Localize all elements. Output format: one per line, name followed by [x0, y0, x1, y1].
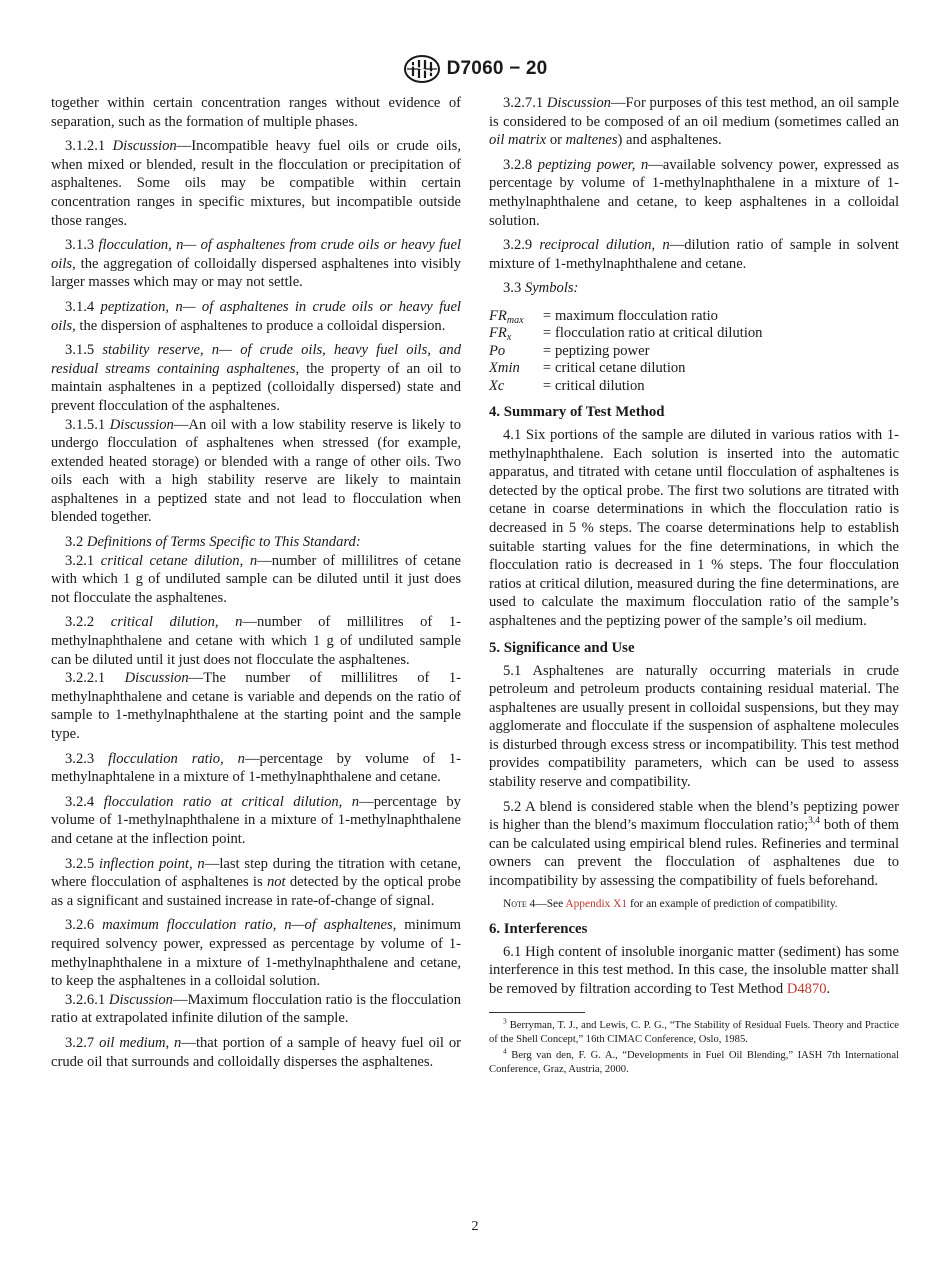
- symbol-definition: critical dilution: [555, 377, 645, 394]
- symbol-row: Po = peptizing power: [489, 342, 650, 359]
- clause-3-2-4: 3.2.4 flocculation ratio at critical dilution, n—percentage by volume of 1-methylnaphthalene in a mixture of 1-methylnaphthalene and cetane at the inflection point.: [51, 793, 461, 847]
- clause-3-2-7-1: 3.2.7.1 Discussion—For purposes of this test method, an oil sample is considered to be composed of an oil medium (sometimes called an oil matrix or maltenes) and asphaltenes.: [489, 95, 899, 149]
- symbol-name: $FR_{max}$: [489, 307, 524, 326]
- symbol-definition: peptizing power: [555, 342, 650, 359]
- symbol-name: $FR_x$: [489, 325, 512, 344]
- symbol-definition: critical cetane dilution: [555, 360, 686, 377]
- clause-3-2-6: 3.2.6 maximum flocculation ratio, n—of asphaltenes, minimum required solvency power, expressed as percentage by volume of 1-methylnaphthalene in a mixture of 1-methylnaphthalene and cetane, to keep the asphaltenes in a colloidal solution.: [51, 917, 461, 990]
- clause-3-1-5: 3.1.5 stability reserve, n— of crude oils, heavy fuel oils, and residual streams containing asphaltenes, the property of an oil to maintain asphaltenes in a peptized (colloidally dispersed) state and prevent flocculation of the asphaltenes.: [51, 342, 462, 414]
- left-column: [51, 94, 461, 1077]
- section-heading-5: 5. Significance and Use: [489, 639, 635, 656]
- clause-6-1: 6.1 High content of insoluble inorganic matter (sediment) has some interference in this test method. In this case, the insoluble matter shall be removed by filtration according to Test Method D4870.: [489, 943, 899, 997]
- clause-3-2-5: 3.2.5 inflection point, n—last step during the titration with cetane, where flocculation of asphaltenes is not detected by the optical probe as a significant and sustained increase in rate-of-change of signal.: [51, 855, 461, 909]
- section-heading-6: 6. Interferences: [489, 920, 588, 937]
- footnote-3: $^3$ Berryman, T. J., and Lewis, C. P. G., “The Stability of Residual Fuels. Theory and Practice of the Shell Concept,” 16th CIMAC Conference, Oslo, 1985.: [489, 1016, 899, 1046]
- clause-3-2-2: 3.2.2 critical dilution, n—number of millilitres of 1-methylnaphthalene and cetane with which 1 g of undiluted sample can be diluted until it just does not flocculate the asphaltenes.: [51, 614, 461, 668]
- appendix-x1-link[interactable]: Appendix X1: [565, 897, 628, 910]
- clause-5-1: 5.1 Asphaltenes are naturally occurring materials in crude petroleum and petroleum products containing residual material. The asphaltenes are usually present in colloidal suspensions, but they may agglomerate and flocculate if the suspension of asphaltene molecules is disturbed through excess stress or incompatibility. This test method provides compatibility parameters, which can be used to assess stability reserve and compatibility.: [489, 662, 899, 791]
- symbol-name: Xmin: [489, 360, 520, 377]
- clause-3-2-3: 3.2.3 flocculation ratio, n—percentage by volume of 1-methylnaphtalene in a mixture of 1-methylnaphthalene and cetane.: [51, 750, 461, 786]
- clause-3-2-8: 3.2.8 peptizing power, n—available solvency power, expressed as percentage by volume of 1-methylnaphthalene in a mixture of 1-methylnaphthalene and cetane, to keep asphaltenes in a colloidal solution.: [489, 156, 899, 229]
- footnote-reference[interactable]: 3,4: [808, 816, 821, 827]
- clause-3-2-2-1: 3.2.2.1 Discussion—The number of millilitres of 1-methylnaphthalene and cetane is variable and depends on the ratio of sample to 1-methylnaphthalene at the starting point and the sample type.: [51, 670, 461, 742]
- symbol-row: $FR_x$ = flocculation ratio at critical dilution: [489, 325, 763, 344]
- paragraph-continuation: together within certain concentration ranges without evidence of separation, such as the formation of multiple phases.: [51, 95, 461, 130]
- footnote-4: $^4$ Berg van den, F. G. A., “Developments in Fuel Oil Blending,” IASH 7th International Conference, Graz, Austria, 2000.: [489, 1046, 899, 1076]
- clause-3-3: 3.3 Symbols:: [503, 280, 579, 297]
- symbol-name: Po: [489, 342, 506, 359]
- clause-3-2-1: 3.2.1 critical cetane dilution, n—number of millilitres of cetane with which 1 g of undiluted sample can be diluted until it just does not flocculate the asphaltenes.: [51, 552, 461, 606]
- clause-3-2-7: 3.2.7 oil medium, n—that portion of a sample of heavy fuel oil or crude oil that surrounds and colloidally disperses the asphaltenes.: [51, 1034, 461, 1070]
- symbol-row: Xmin = critical cetane dilution: [489, 360, 686, 377]
- clause-3-1-4: 3.1.4 peptization, n— of asphaltenes in crude oils or heavy fuel oils, the dispersion of asphaltenes to produce a colloidal dispersion.: [51, 298, 461, 334]
- symbol-name: Xc: [489, 377, 505, 394]
- page-header: [0, 54, 950, 84]
- clause-3-2-9: 3.2.9 reciprocal dilution, n—dilution ratio of sample in solvent mixture of 1-methylnaphthalene and cetane.: [489, 237, 899, 272]
- clause-3-2: 3.2 Definitions of Terms Specific to This Standard:: [65, 534, 361, 551]
- symbol-row: $FR_{max}$ = maximum flocculation ratio: [489, 307, 718, 326]
- symbol-definition: flocculation ratio at critical dilution: [555, 325, 763, 342]
- standard-designation: D7060 − 20: [446, 58, 548, 79]
- clause-3-1-2-1: 3.1.2.1 Discussion—Incompatible heavy fuel oils or crude oils, when mixed or blended, result in the flocculation or precipitation of asphaltenes. Some oils may be compatible within certain concentration ranges in specific mixtures, but incompatible outside those ranges.: [51, 138, 461, 229]
- symbol-row: Xc = critical dilution: [489, 377, 645, 394]
- clause-3-1-3: 3.1.3 flocculation, n— of asphaltenes from crude oils or heavy fuel oils, the aggregation of colloidally dispersed asphaltenes into visibly larger masses which may or may not settle.: [51, 237, 461, 291]
- page-number: 2: [471, 1219, 479, 1234]
- symbols-list: [489, 308, 899, 395]
- clause-5-2: 5.2 A blend is considered stable when the blend’s peptizing power is higher than the blend’s maximum flocculation ratio;$^{3,4}$ both of them can be calculated using empirical blend rules. Refineries and terminal owners can prevent the flocculation of asphaltenes due to incompatibility by assessing the compatibility of fuels beforehand.: [489, 798, 900, 890]
- section-heading-4: 4. Summary of Test Method: [489, 403, 665, 420]
- clause-3-2-6-1: 3.2.6.1 Discussion—Maximum flocculation ratio is the flocculation ratio at extrapolated infinite dilution of the sample.: [51, 991, 461, 1027]
- clause-3-1-5-1: 3.1.5.1 Discussion—An oil with a low stability reserve is likely to undergo flocculation of asphaltenes when stressed (for example, extended heated storage) or blended with a range of other oils. Two oils each with a high stability reserve are likely to maintain asphaltenes in a peptized state and not lead to flocculation when blended together.: [51, 416, 461, 526]
- symbol-definition: maximum flocculation ratio: [555, 307, 718, 324]
- astm-logo-icon: [403, 54, 441, 84]
- footnote-divider: [489, 1012, 585, 1013]
- clause-4-1: 4.1 Six portions of the sample are diluted in various ratios with 1-methylnaphthalene. Each solution is inserted into the automatic apparatus, and titrated with cetane until flocculation of asphaltenes is detected by the optical probe. The first two solutions are titrated with cetane in coarse determinations in which the flocculation ratio is decreased in 5 % steps. The coarse determinations help to establish suitable starting values for the fine determinations, in which the flocculation ratio is decreased in 1 % steps. The four flocculation ratios at critical dilution, measured during the fine determinations, are used to calculate the maximum flocculation ratio of the sample’s asphaltenes and the peptizing power of the sample’s oil medium.: [489, 426, 899, 629]
- note-4: Note 4—See Appendix X1 for an example of prediction of compatibility.: [503, 897, 838, 910]
- d4870-link[interactable]: D4870: [786, 980, 827, 997]
- right-column: [489, 94, 899, 1079]
